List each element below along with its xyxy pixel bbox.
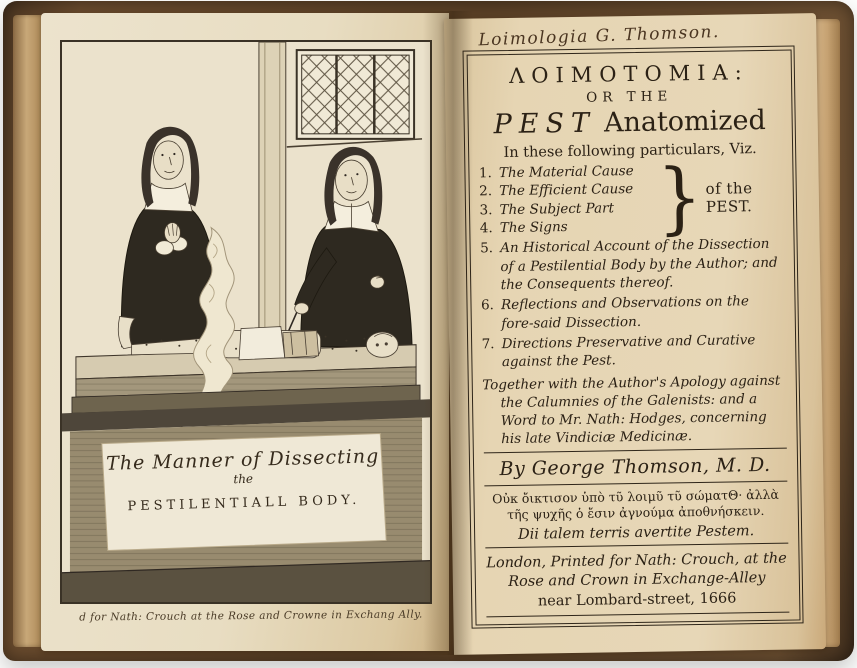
caption-line-1: The Manner of Dissecting bbox=[106, 445, 380, 476]
contents-item-6: 6. Reflections and Observations on the fore-said Dissection. bbox=[480, 293, 750, 332]
imprint-line-1: London, Printed for Nath: Crouch, at the bbox=[486, 550, 787, 571]
title-pest-word: PEST bbox=[493, 107, 597, 140]
title-page bbox=[444, 13, 826, 655]
caption-line-3: PESTILENTIALL BODY. bbox=[127, 493, 362, 515]
title-greek: ΛΟΙΜΟΤΟΜΙΑ: bbox=[508, 59, 749, 88]
contents-brace-group bbox=[478, 152, 783, 244]
contents-item-1: 1. The Material Cause bbox=[478, 162, 634, 181]
contents-item-7: 7. Directions Preservative and Curative against the Pest. bbox=[481, 331, 756, 371]
caption-line-2: the bbox=[233, 472, 254, 487]
plate-imprint: d for Nath: Crouch at the Rose and Crowne in Exchang Ally. bbox=[79, 608, 423, 624]
engraving-plate bbox=[60, 40, 432, 604]
book-leather-cover bbox=[3, 1, 854, 661]
frontispiece-page bbox=[41, 13, 449, 651]
latin-motto: Dii talem terris avertite Pestem. bbox=[517, 522, 755, 543]
contents-item-4: 4. The Signs bbox=[479, 219, 568, 237]
brace-glyph: } bbox=[656, 152, 703, 244]
title-pest-anatomized bbox=[478, 104, 781, 140]
caption-tablet bbox=[101, 438, 387, 552]
author-byline: By George Thomson, M. D. bbox=[499, 453, 771, 480]
greek-motto-line-1: Οὐκ ὄικτισον ὑπὸ τῦ λοιμῦ τῦ σώματΘ· ἀλλὰ bbox=[492, 486, 780, 506]
handwritten-inscription: Loimologia G. Thomson. bbox=[478, 21, 721, 51]
of-the-pest-label: of the PEST. bbox=[705, 178, 753, 216]
imprint-line-2: Rose and Crown in Exchange-Alley bbox=[508, 569, 766, 591]
title-anatomized-word: Anatomized bbox=[603, 104, 767, 138]
title-page-frame bbox=[463, 45, 804, 628]
title-or-the: OR THE bbox=[586, 87, 673, 106]
rule-bottom bbox=[486, 612, 789, 618]
rule-above-imprint bbox=[485, 542, 788, 548]
contents-item-3: 3. The Subject Part bbox=[479, 199, 615, 218]
imprint-line-3: near Lombard-street, 1666 bbox=[537, 589, 737, 610]
subtitle-viz: In these following particulars, Viz. bbox=[503, 140, 757, 161]
together-with-paragraph: Together with the Author's Apology against the Calumnies of the Galenists: and a Word to Mr. Nath: Hodges, concerning his late Vindiciæ Medicinæ. bbox=[482, 372, 781, 447]
rule-below-byline bbox=[484, 480, 787, 486]
contents-item-2: 2. The Efficient Cause bbox=[479, 181, 634, 200]
greek-motto-line-2: τῆς ψυχῆς ὁ ἔσιν ἀγνούμα ἀποθνήσκειν. bbox=[507, 502, 765, 522]
contents-item-5: 5. An Historical Account of the Dissection of a Pestilential Body by the Author; and the Consequents thereof. bbox=[480, 235, 778, 294]
